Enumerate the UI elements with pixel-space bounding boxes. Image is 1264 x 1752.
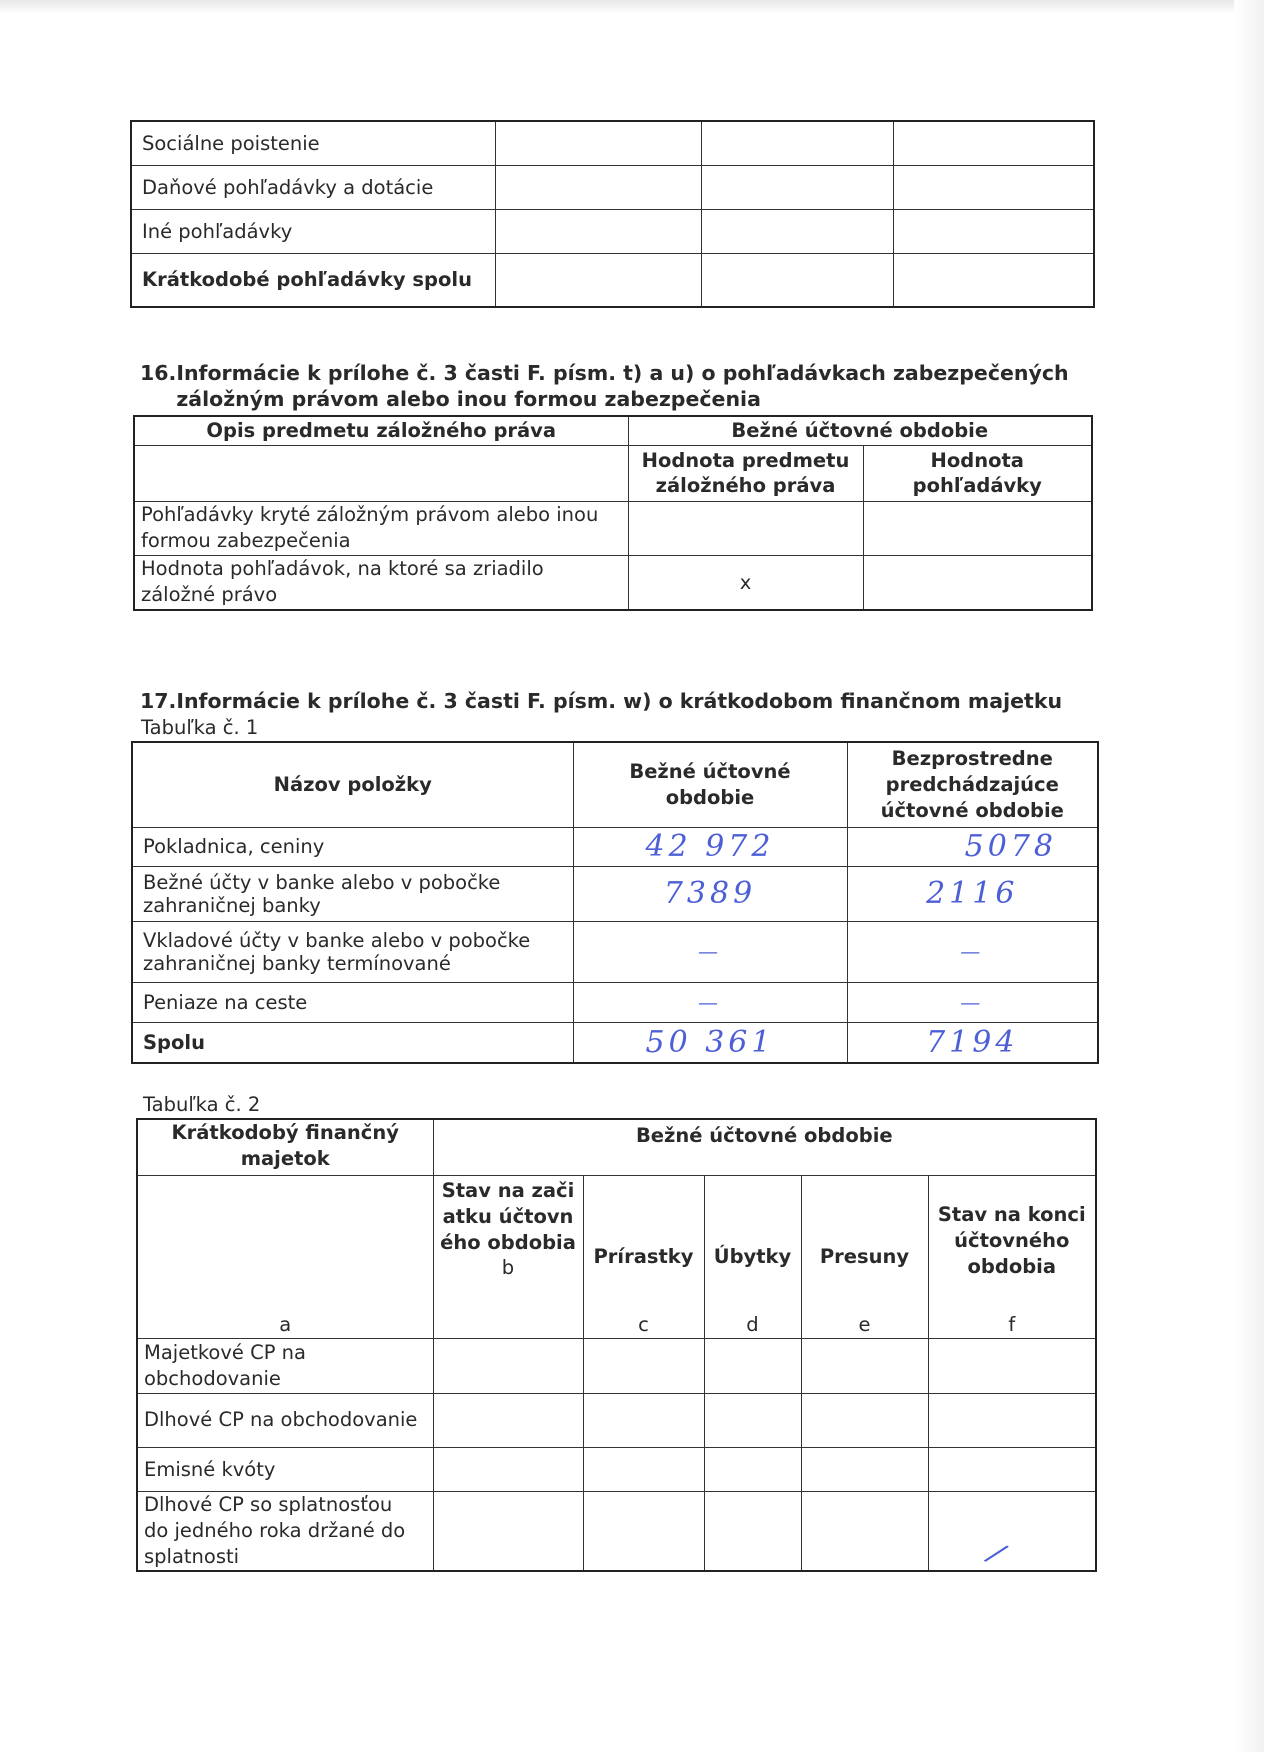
scan-edge	[1234, 0, 1264, 1752]
cell[interactable]	[801, 1338, 928, 1393]
cell-x[interactable]: x	[628, 555, 863, 610]
pledge-table	[133, 415, 1093, 611]
current-value[interactable]: —	[573, 921, 847, 982]
col-header-end	[928, 1175, 1096, 1338]
section-title: Informácie k prílohe č. 3 časti F. písm. w) o krátkodobom finančnom majetku	[176, 689, 1063, 713]
cell[interactable]	[801, 1491, 928, 1571]
letter-c: c	[638, 1312, 649, 1336]
cell[interactable]	[495, 165, 701, 209]
row-label: Sociálne poistenie	[131, 121, 495, 165]
table2-label: Tabuľka č. 2	[143, 1093, 261, 1116]
cell[interactable]	[704, 1447, 801, 1491]
col-header-asset: Krátkodobý finančný majetok	[137, 1119, 433, 1175]
scan-shade	[0, 0, 1264, 14]
cell[interactable]	[928, 1338, 1096, 1393]
col-header-value-receivable: Hodnota pohľadávky	[863, 445, 1092, 501]
header-label: Stav na konci účtovného obdobia	[937, 1202, 1086, 1278]
col-header-start	[433, 1175, 583, 1338]
col-header-previous: Bezprostredne predchádzajúce účtovné obdobie	[847, 742, 1098, 827]
col-header-desc: Opis predmetu záložného práva	[134, 416, 628, 445]
col-header-value-subject: Hodnota predmetu záložného práva	[628, 445, 863, 501]
cell[interactable]	[893, 209, 1094, 253]
header-label: Úbytky	[713, 1245, 792, 1268]
row-label: Vkladové účty v banke alebo v pobočke zahraničnej banky termínované	[132, 921, 573, 982]
cell[interactable]	[433, 1447, 583, 1491]
cell[interactable]	[433, 1393, 583, 1447]
cell[interactable]	[628, 501, 863, 555]
cell[interactable]	[433, 1338, 583, 1393]
current-total[interactable]: 50 361	[573, 1022, 847, 1063]
cell[interactable]	[704, 1491, 801, 1571]
row-label: Peniaze na ceste	[132, 982, 573, 1022]
section-title: Informácie k prílohe č. 3 časti F. písm. t) a u) o pohľadávkach zabezpečených záložným právom alebo inou formou zabezpečenia	[176, 361, 1069, 411]
cell[interactable]	[704, 1338, 801, 1393]
row-label: Bežné účty v banke alebo v pobočke zahraničnej banky	[132, 866, 573, 921]
current-value[interactable]: 7389	[573, 866, 847, 921]
row-label: Dlhové CP na obchodovanie	[137, 1393, 433, 1447]
cell[interactable]	[583, 1491, 704, 1571]
row-label: Dlhové CP so splatnosťou do jedného roka držané do splatnosti	[137, 1491, 433, 1571]
cell[interactable]	[583, 1447, 704, 1491]
section-number: 17.	[140, 689, 177, 713]
previous-value[interactable]: 5078	[847, 827, 1098, 866]
col-header-name: Názov položky	[132, 742, 573, 827]
cell[interactable]	[495, 209, 701, 253]
row-label: Pohľadávky kryté záložným právom alebo inou formou zabezpečenia	[134, 501, 628, 555]
cell[interactable]	[701, 253, 893, 307]
blank-cell	[134, 445, 628, 501]
row-label: Iné pohľadávky	[131, 209, 495, 253]
col-header-additions	[583, 1175, 704, 1338]
letter-f: f	[1008, 1312, 1016, 1336]
handwritten-slash[interactable]: /	[919, 1454, 1104, 1607]
cell[interactable]	[495, 121, 701, 165]
cell[interactable]	[893, 165, 1094, 209]
header-label: Stav na začiatku účtovného obdobia	[440, 1178, 576, 1254]
cell[interactable]	[701, 121, 893, 165]
financial-assets-table-2	[136, 1118, 1097, 1572]
current-value[interactable]: —	[573, 982, 847, 1022]
cell[interactable]	[701, 165, 893, 209]
col-header-transfers	[801, 1175, 928, 1338]
total-label: Spolu	[132, 1022, 573, 1063]
cell[interactable]	[801, 1393, 928, 1447]
row-label: Majetkové CP na obchodovanie	[137, 1338, 433, 1393]
table1-label: Tabuľka č. 1	[141, 716, 259, 739]
col-header-period: Bežné účtovné obdobie	[433, 1119, 1096, 1175]
previous-value[interactable]: —	[847, 921, 1098, 982]
row-label: Emisné kvóty	[137, 1447, 433, 1491]
section-17-heading	[140, 688, 1100, 714]
row-label: Pokladnica, ceniny	[132, 827, 573, 866]
letter-e: e	[858, 1312, 871, 1336]
cell[interactable]	[495, 253, 701, 307]
letter-d: d	[746, 1312, 759, 1336]
cell[interactable]	[928, 1393, 1096, 1447]
row-label: Hodnota pohľadávok, na ktoré sa zriadilo záložné právo	[134, 555, 628, 610]
cell[interactable]	[583, 1393, 704, 1447]
previous-value[interactable]: 2116	[847, 866, 1098, 921]
cell[interactable]	[433, 1491, 583, 1571]
total-label: Krátkodobé pohľadávky spolu	[131, 253, 495, 307]
previous-total[interactable]: 7194	[847, 1022, 1098, 1063]
header-label: Presuny	[819, 1245, 910, 1268]
receivables-table	[130, 120, 1095, 308]
cell[interactable]	[704, 1393, 801, 1447]
col-header-current: Bežné účtovné obdobie	[573, 742, 847, 827]
cell[interactable]	[893, 253, 1094, 307]
header-label: Prírastky	[593, 1245, 694, 1268]
section-16-heading	[140, 360, 1100, 412]
col-header-disposals	[704, 1175, 801, 1338]
row-label: Daňové pohľadávky a dotácie	[131, 165, 495, 209]
cell[interactable]	[583, 1338, 704, 1393]
previous-value[interactable]: —	[847, 982, 1098, 1022]
letter-b: b	[501, 1255, 515, 1279]
section-number: 16.	[140, 361, 177, 385]
cell[interactable]	[893, 121, 1094, 165]
cell[interactable]	[863, 555, 1092, 610]
letter-a: a	[137, 1175, 433, 1338]
cell[interactable]	[701, 209, 893, 253]
cell[interactable]	[801, 1447, 928, 1491]
current-value[interactable]: 42 972	[573, 827, 847, 866]
cell[interactable]	[863, 501, 1092, 555]
financial-assets-table-1	[131, 741, 1099, 1064]
col-header-period: Bežné účtovné obdobie	[628, 416, 1092, 445]
